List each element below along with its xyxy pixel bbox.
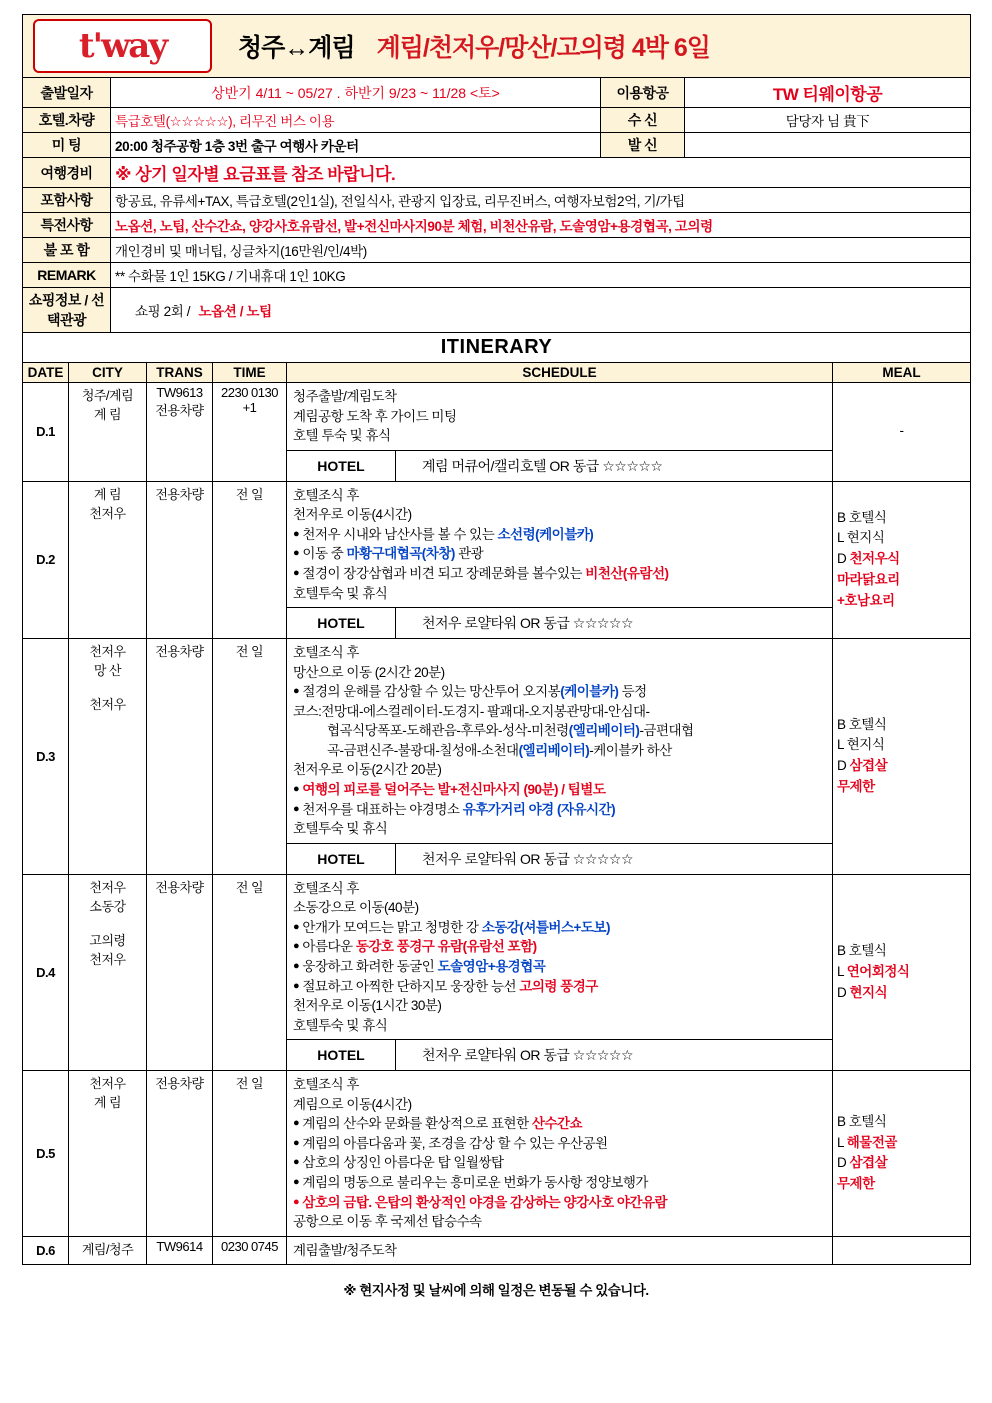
special-label: 특전사항 xyxy=(23,213,111,238)
hotel-info-row xyxy=(287,607,832,638)
shopping-count: 쇼핑 2회 / xyxy=(135,304,191,319)
day-trans: 전용차량 xyxy=(147,481,213,638)
meeting-row xyxy=(23,133,971,158)
cost-label: 여행경비 xyxy=(23,158,111,188)
include-label: 포함사항 xyxy=(23,188,111,213)
depart-label: 출발일자 xyxy=(23,78,111,108)
day-time: 전 일 xyxy=(213,874,287,1071)
remark-label: REMARK xyxy=(23,263,111,288)
itinerary-day-row xyxy=(23,874,971,1071)
header-row xyxy=(23,15,971,78)
special-value: 노옵션, 노팁, 산수간쇼, 양강사호유람선, 발+전신마사지90분 체험, 비천산유람, 도솔영암+용경협곡, 고의령 xyxy=(111,213,971,238)
column-header-meal: MEAL xyxy=(833,363,971,383)
include-row xyxy=(23,188,971,213)
day-date: D.3 xyxy=(23,639,69,875)
hotel-row xyxy=(23,108,971,133)
exclude-value: 개인경비 및 매너팁, 싱글차지(16만원/인/4박) xyxy=(111,238,971,263)
day-city: 천저우 계 림 xyxy=(69,1071,147,1237)
itinerary-header-row xyxy=(23,363,971,383)
route-title: 청주↔계림 xyxy=(238,34,355,62)
hotel-row-label: HOTEL xyxy=(287,608,396,638)
package-title: 계림/천저우/망산/고의령 4박 6일 xyxy=(376,34,710,62)
day-meal: B 호텔식 L 연어회정식 D 현지식 xyxy=(833,874,971,1071)
day-date: D.2 xyxy=(23,481,69,638)
special-row xyxy=(23,213,971,238)
remark-value: ** 수화물 1인 15KG / 기내휴대 1인 10KG xyxy=(111,263,971,288)
hotel-row-label: HOTEL xyxy=(287,1040,396,1070)
column-header-date: DATE xyxy=(23,363,69,383)
day-trans: 전용차량 xyxy=(147,1071,213,1237)
shopping-label: 쇼핑정보 / 선택관광 xyxy=(23,288,111,333)
column-header-trans: TRANS xyxy=(147,363,213,383)
day-schedule: 계림출발/청주도착 xyxy=(287,1236,833,1265)
day-meal: - xyxy=(833,383,971,482)
document-header xyxy=(23,15,971,78)
day-meal: B 호텔식 L 현지식 D 천저우식 마라닭요리 +호남요리 xyxy=(833,481,971,638)
column-header-time: TIME xyxy=(213,363,287,383)
cost-value: ※ 상기 일자별 요금표를 참조 바랍니다. xyxy=(111,158,971,188)
hotel-row-label: HOTEL xyxy=(287,844,396,874)
exclude-label: 불 포 함 xyxy=(23,238,111,263)
hotel-row-value: 천저우 로얄타워 OR 동급 ☆☆☆☆☆ xyxy=(422,850,634,867)
itinerary-day-row xyxy=(23,639,971,875)
itinerary-day-row xyxy=(23,383,971,482)
day-city: 계 림 천저우 xyxy=(69,481,147,638)
shopping-row xyxy=(23,288,971,333)
hotel-row-label: HOTEL xyxy=(287,451,396,481)
tway-logo xyxy=(33,19,212,73)
airline-value: TW 티웨이항공 xyxy=(685,78,971,108)
day-meal xyxy=(833,1236,971,1265)
day-city: 천저우 소동강 고의령 천저우 xyxy=(69,874,147,1071)
hotel-label: 호텔.차량 xyxy=(23,108,111,133)
column-header-city: CITY xyxy=(69,363,147,383)
day-trans: TW9613 전용차량 xyxy=(147,383,213,482)
day-date: D.1 xyxy=(23,383,69,482)
sender-value xyxy=(685,133,971,158)
day-meal: B 호텔식 L 현지식 D 삼겹살 무제한 xyxy=(833,639,971,875)
airline-label: 이용항공 xyxy=(601,78,685,108)
itinerary-day-row xyxy=(23,481,971,638)
day-date: D.4 xyxy=(23,874,69,1071)
day-city: 천저우 망 산 천저우 xyxy=(69,639,147,875)
meeting-value: 20:00 청주공항 1층 3번 출구 여행사 카운터 xyxy=(111,133,601,158)
itinerary-day-row xyxy=(23,1236,971,1265)
receiver-value: 담당자 님 貴下 xyxy=(685,108,971,133)
day-time: 2230 0130 +1 xyxy=(213,383,287,482)
day-trans: TW9614 xyxy=(147,1236,213,1265)
day-time: 0230 0745 xyxy=(213,1236,287,1265)
day-city: 청주/계림 계 림 xyxy=(69,383,147,482)
day-schedule: 호텔조식 후 망산으로 이동 (2시간 20분) ● 절경의 운해를 감상할 수 있는 망산투어 오지봉(케이블카) 등정 코스:전망대-에스컬레이터-도경지- 팔괘대-오지봉관망대-안심대- 협곡식당폭포-도해관음-후루와-성삭-미천령(엘리베이터)-금편대협 곡-금편신주-불광대-칠성애-소천대(엘리베이터)-케이블카 하산 천저우로 이동(2시간 20분) ● 여행의 피로를 덜어주는 발+전신마사지 (90분) / 팁별도 ● 천저우를 대표하는 야경명소 유후가거리 야경 (자유시간) 호텔투숙 및 휴식 HOTEL 천저우 로얄타워 OR 동급 ☆☆☆☆☆ xyxy=(287,639,833,875)
depart-value: 상반기 4/11 ~ 05/27 . 하반기 9/23 ~ 11/28 <토> xyxy=(111,78,601,108)
footnote: ※ 현지사정 및 날씨에 의해 일정은 변동될 수 있습니다. xyxy=(343,1283,649,1299)
logo-text: t'way xyxy=(78,26,167,66)
column-header-schedule: SCHEDULE xyxy=(287,363,833,383)
day-trans: 전용차량 xyxy=(147,874,213,1071)
meeting-label: 미 팅 xyxy=(23,133,111,158)
itinerary-table xyxy=(22,362,971,1265)
hotel-info-row xyxy=(287,1039,832,1070)
include-value: 항공료, 유류세+TAX, 특급호텔(2인1실), 전일식사, 관광지 입장료, 리무진버스, 여행자보험2억, 기/가팁 xyxy=(111,188,971,213)
shopping-nooption: 노옵션 / 노팁 xyxy=(198,304,272,319)
hotel-row-value: 계림 머큐어/캘리호텔 OR 동급 ☆☆☆☆☆ xyxy=(422,457,663,474)
day-time: 전 일 xyxy=(213,639,287,875)
receiver-label: 수 신 xyxy=(601,108,685,133)
hotel-row-value: 천저우 로얄타워 OR 동급 ☆☆☆☆☆ xyxy=(422,615,634,632)
day-date: D.6 xyxy=(23,1236,69,1265)
hotel-value: 특급호텔(☆☆☆☆☆), 리무진 버스 이용 xyxy=(111,108,601,133)
day-schedule: 호텔조식 후 소동강으로 이동(40분) ● 안개가 모여드는 맑고 청명한 강 소동강(셔틀버스+도보) ● 아름다운 동강호 풍경구 유람(유람선 포함) ● 웅장하고 화려한 동굴인 도솔영암+용경협곡 ● 절묘하고 아찍한 단하지모 웅장한 능선 고의령 풍경구 천저우로 이동(1시간 30분) 호텔투숙 및 휴식 HOTEL 천저우 로얄타워 OR 동급 ☆☆☆☆☆ xyxy=(287,874,833,1071)
hotel-row-value: 천저우 로얄타워 OR 동급 ☆☆☆☆☆ xyxy=(422,1047,634,1064)
sender-label: 발 신 xyxy=(601,133,685,158)
depart-row xyxy=(23,78,971,108)
hotel-info-row xyxy=(287,450,832,481)
day-date: D.5 xyxy=(23,1071,69,1237)
day-trans: 전용차량 xyxy=(147,639,213,875)
remark-row xyxy=(23,263,971,288)
day-meal: B 호텔식 L 해물전골 D 삼겹살 무제한 xyxy=(833,1071,971,1237)
day-schedule: 호텔조식 후 천저우로 이동(4시간) ● 천저우 시내와 남산사를 볼 수 있는 소선령(케이블카) ● 이동 중 마황구대협곡(차창) 관광 ● 절경이 장강삼협과 비견 되고 장례문화를 볼수있는 비천산(유람선) 호텔투숙 및 휴식 HOTEL 천저우 로얄타워 OR 동급 ☆☆☆☆☆ xyxy=(287,481,833,638)
hotel-info-row xyxy=(287,843,832,874)
itinerary-document xyxy=(22,14,971,363)
shopping-value xyxy=(111,288,971,333)
day-time: 전 일 xyxy=(213,1071,287,1237)
exclude-row xyxy=(23,238,971,263)
day-schedule: 호텔조식 후 계림으로 이동(4시간) ● 계림의 산수와 문화를 환상적으로 표현한 산수간쇼 ● 계림의 아름다움과 꽃, 조경을 감상 할 수 있는 우산공원 ● 삼호의 상징인 아름다운 탑 일월쌍탑 ● 계림의 명동으로 불리우는 흥미로운 번화가 동사항 정양보행가 ● 삼호의 금탑. 은탑의 환상적인 야경을 감상하는 양강사호 야간유람 공항으로 이동 후 국제선 탑승수속 xyxy=(287,1071,833,1237)
day-time: 전 일 xyxy=(213,481,287,638)
itinerary-title-row xyxy=(23,333,971,363)
cost-row xyxy=(23,158,971,188)
day-city: 계림/청주 xyxy=(69,1236,147,1265)
day-schedule: 청주출발/계림도착 계림공항 도착 후 가이드 미팅 호텔 투숙 및 휴식 HOTEL 계림 머큐어/캘리호텔 OR 동급 ☆☆☆☆☆ xyxy=(287,383,833,482)
itinerary-title: ITINERARY xyxy=(23,333,971,363)
itinerary-day-row xyxy=(23,1071,971,1237)
